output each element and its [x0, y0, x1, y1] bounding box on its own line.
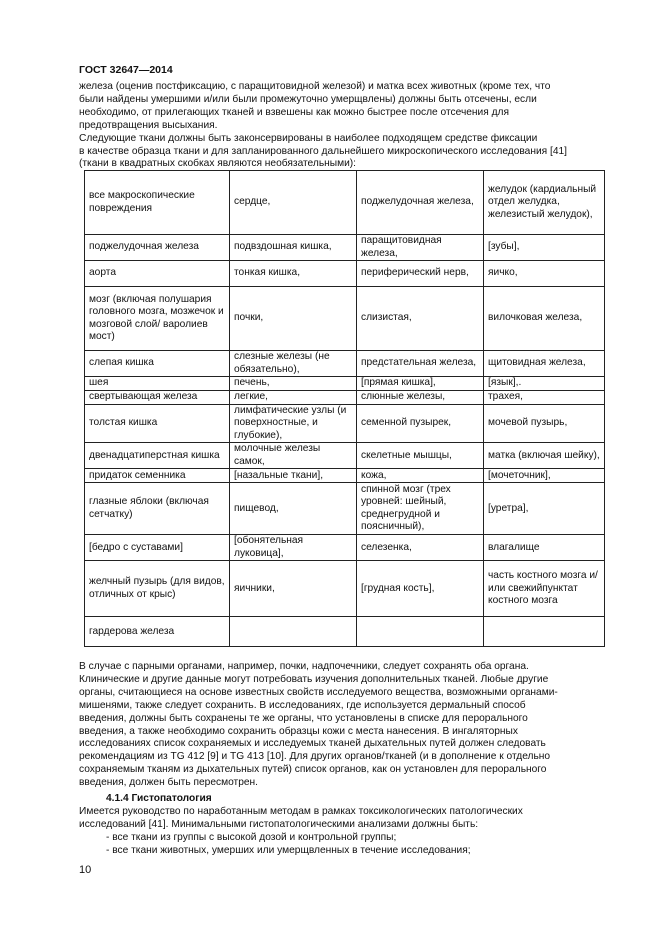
table-row	[85, 443, 605, 469]
table-cell: вилочковая железа,	[484, 287, 605, 351]
table-cell: поджелудочная железа,	[357, 171, 484, 235]
table-cell: слепая кишка	[85, 351, 230, 377]
table-row	[85, 287, 605, 351]
text-line: мишенями, также следует сохранить. В исследованиях, где используется дермальный способ	[79, 699, 526, 711]
table-cell: щитовидная железа,	[484, 351, 605, 377]
list-item: - все ткани из группы с высокой дозой и контрольной группы;	[106, 832, 397, 843]
table-row	[85, 391, 605, 405]
table-cell: гардерова железа	[85, 617, 230, 647]
text-line: Следующие ткани должны быть законсервированы в наиболее подходящем средстве фиксации	[79, 132, 538, 144]
document-header: ГОСТ 32647—2014	[79, 64, 173, 76]
table-row	[85, 261, 605, 287]
table-row	[85, 561, 605, 617]
table-cell: слизистая,	[357, 287, 484, 351]
text-line: В случае с парными органами, например, почки, надпочечники, следует сохранять оба органа.	[79, 661, 529, 672]
text-line: были найдены умершими и/или были промежуточно умерщвлены) должны быть отсечены, если	[79, 93, 537, 105]
table-cell: двенадцатиперстная кишка	[85, 443, 230, 469]
text-line: сохраняемым тканям из дыхательных путей) список органов, как он установлен для перорального	[79, 764, 547, 776]
table-cell: периферический нерв,	[357, 261, 484, 287]
text-line: исследований [41]. Минимальными гистопатологическими анализами должны быть:	[79, 818, 479, 830]
table-cell: [мочеточник],	[484, 469, 605, 483]
table-row	[85, 469, 605, 483]
text-line: Имеется руководство по наработанным методам в рамках токсикологических патологических	[79, 806, 523, 817]
table-cell: часть костного мозга и/или свежийпунктат костного мозга	[484, 561, 605, 617]
table-cell: печень,	[230, 377, 357, 391]
table-row	[85, 483, 605, 535]
table-cell: семенной пузырек,	[357, 405, 484, 443]
table-cell	[484, 617, 605, 647]
table-cell: мочевой пузырь,	[484, 405, 605, 443]
table-cell: селезенка,	[357, 535, 484, 561]
table-cell: [обонятельная луковица],	[230, 535, 357, 561]
text-line: введения, должны быть сохранены те же органы, что установлены в списке для перорального	[79, 712, 528, 724]
paired-organs-paragraph	[79, 661, 614, 790]
table-cell: толстая кишка	[85, 405, 230, 443]
table-cell: [прямая кишка],	[357, 377, 484, 391]
section-heading: 4.1.4 Гистопатология	[106, 793, 212, 804]
table-cell: пищевод,	[230, 483, 357, 535]
table-cell: желудок (кардиальный отдел желудка, железистый желудок),	[484, 171, 605, 235]
table-cell: влагалище	[484, 535, 605, 561]
text-line: предотвращения высыхания.	[79, 119, 218, 131]
table-row	[85, 535, 605, 561]
table-cell: поджелудочная железа	[85, 235, 230, 261]
table-cell: [бедро с суставами]	[85, 535, 230, 561]
table-cell	[357, 617, 484, 647]
table-row	[85, 617, 605, 647]
text-line: введения, а также необходимо сохранить образцы кожи с места нанесения. В ингаляторных	[79, 725, 518, 737]
table-cell: сердце,	[230, 171, 357, 235]
table-cell: [зубы],	[484, 235, 605, 261]
table-cell: [уретра],	[484, 483, 605, 535]
text-line: органы, считающиеся на основе известных свойств исследуемого вещества, возможными органами-	[79, 686, 558, 698]
table-row	[85, 405, 605, 443]
table-cell: трахея,	[484, 391, 605, 405]
table-cell: шея	[85, 377, 230, 391]
text-line: железа (оценив постфиксацию, с паращитовидной железой) и матка всех животных (кроме тех, что	[79, 81, 551, 92]
text-line: в качестве образца ткани и для запланированного дальнейшего микроскопического исследования [41]	[79, 145, 567, 157]
text-line: необходимо, от прилегающих тканей и взвешены как можно быстрее после отсечения для	[79, 106, 509, 118]
table-row	[85, 377, 605, 391]
text-line: введения, должен быть пересмотрен.	[79, 777, 258, 789]
intro-paragraph	[79, 81, 614, 171]
table-cell: тонкая кишка,	[230, 261, 357, 287]
table-cell: слюнные железы,	[357, 391, 484, 405]
table-row	[85, 351, 605, 377]
table-cell: желчный пузырь (для видов, отличных от крыс)	[85, 561, 230, 617]
text-line: Клинические и другие данные могут потребовать изучения дополнительных тканей. Любые другие	[79, 673, 549, 685]
table-cell: слезные железы (не обязательно),	[230, 351, 357, 377]
tissue-table	[84, 170, 605, 647]
table-cell: скелетные мышцы,	[357, 443, 484, 469]
histopathology-paragraph	[79, 806, 614, 832]
table-cell: яичники,	[230, 561, 357, 617]
table-cell: глазные яблоки (включая сетчатку)	[85, 483, 230, 535]
table-cell: молочные железы самок,	[230, 443, 357, 469]
table-row	[85, 235, 605, 261]
text-line: (ткани в квадратных скобках являются необязательными):	[79, 158, 357, 170]
table-cell: [назальные ткани],	[230, 469, 357, 483]
table-cell: легкие,	[230, 391, 357, 405]
table-cell: мозг (включая полушария головного мозга, мозжечок и мозговой слой/ варолиев мост)	[85, 287, 230, 351]
table-cell: все макроскопические повреждения	[85, 171, 230, 235]
table-cell: аорта	[85, 261, 230, 287]
table-cell: подвздошная кишка,	[230, 235, 357, 261]
text-line: исследованиях список сохраняемых и исследуемых тканей дыхательных путей должен следовать	[79, 738, 546, 750]
table-cell: свертывающая железа	[85, 391, 230, 405]
table-cell: [грудная кость],	[357, 561, 484, 617]
table-cell: [язык],.	[484, 377, 605, 391]
table-cell: кожа,	[357, 469, 484, 483]
table-cell: матка (включая шейку),	[484, 443, 605, 469]
list-item: - все ткани животных, умерших или умерщвленных в течение исследования;	[106, 845, 471, 856]
page-number: 10	[79, 864, 92, 876]
table-cell: спинной мозг (трех уровней: шейный, среднегрудной и поясничный),	[357, 483, 484, 535]
table-cell: предстательная железа,	[357, 351, 484, 377]
text-line: рекомендациям из TG 412 [9] и TG 413 [10]. Для других органов/тканей (и в дополнение к отдельно	[79, 751, 551, 763]
table-cell	[230, 617, 357, 647]
table-cell: яичко,	[484, 261, 605, 287]
table-cell: лимфатические узлы (и поверхностные, и глубокие),	[230, 405, 357, 443]
table-row	[85, 171, 605, 235]
table-cell: придаток семенника	[85, 469, 230, 483]
table-cell: почки,	[230, 287, 357, 351]
table-cell: паращитовидная железа,	[357, 235, 484, 261]
